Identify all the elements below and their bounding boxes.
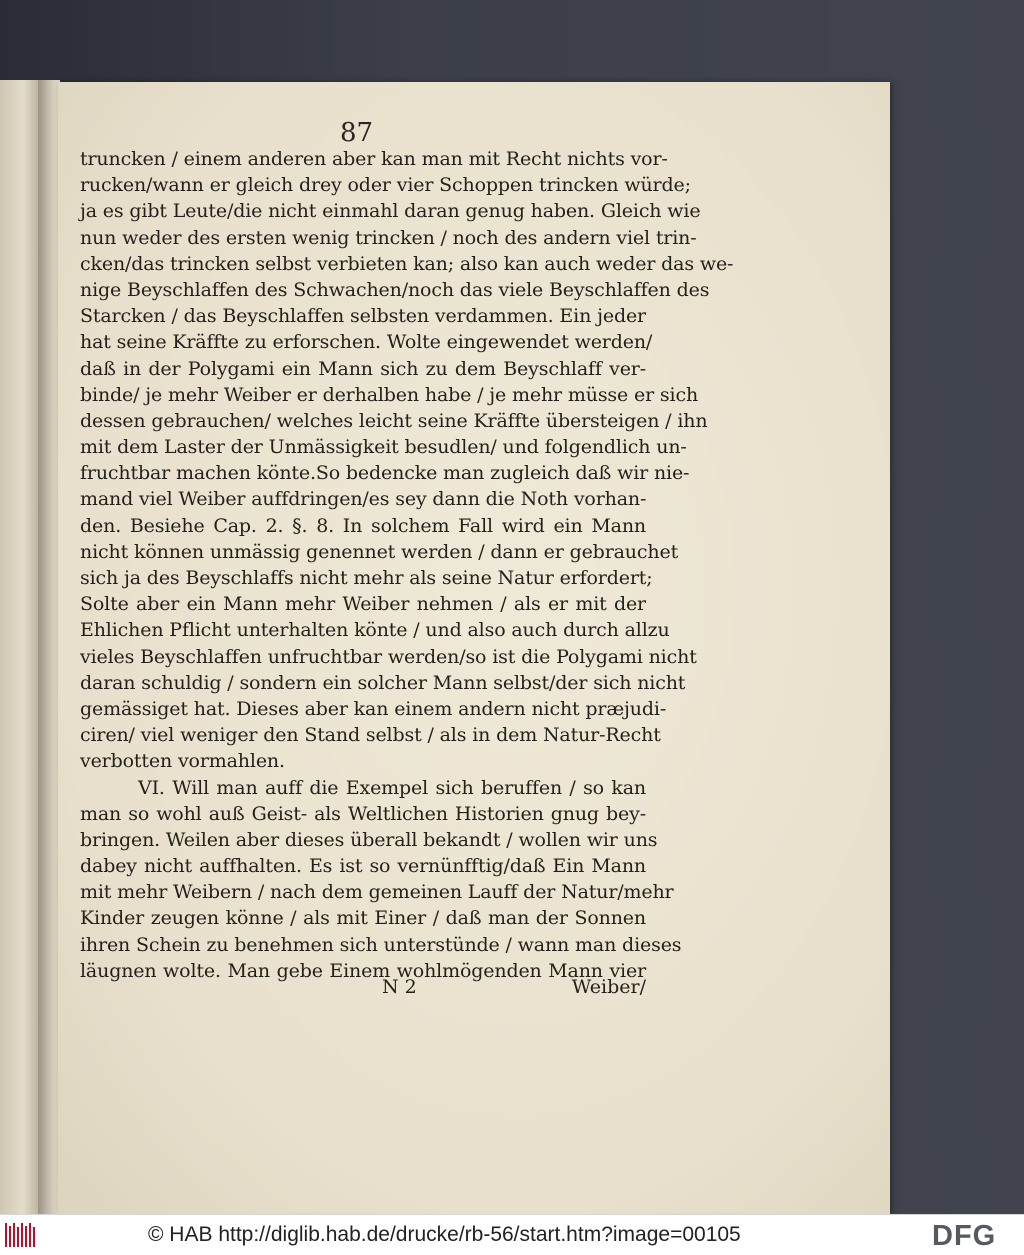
text-line: bringen. Weilen aber dieses überall bekandt / wollen wir uns [80, 828, 658, 851]
viewer-footer [0, 1214, 1024, 1255]
library-logo-icon [4, 1221, 38, 1249]
page-text [80, 146, 734, 984]
text-line: binde/ je mehr Weiber er derhalben habe / je mehr müsse er sich [80, 383, 699, 406]
text-line: dabey nicht auffhalten. Es ist so vernünfftig/daß Ein Mann [80, 855, 646, 878]
book-spine [38, 80, 60, 1214]
text-line: verbotten vormahlen. [80, 750, 285, 773]
text-line: nige Beyschlaffen des Schwachen/noch das viele Beyschlaffen des [80, 278, 710, 301]
text-line: fruchtbar machen könte.So bedencke man zugleich daß wir nie- [80, 462, 690, 485]
text-line: rucken/wann er gleich drey oder vier Schoppen trincken würde; [80, 174, 691, 197]
page-number: 87 [340, 118, 374, 148]
text-line: hat seine Kräffte zu erforschen. Wolte eingewendet werden/ [80, 331, 653, 354]
text-line: ciren/ viel weniger den Stand selbst / als in dem Natur-Recht [80, 724, 661, 747]
section-start-line: VI. Will man auff die Exempel sich beruffen / so kan [138, 776, 646, 799]
book-page [58, 82, 890, 1214]
text-line: truncken / einem anderen aber kan man mit Recht nichts vor- [80, 148, 668, 170]
text-line: ihren Schein zu benehmen sich unterstünde / wann man dieses [80, 933, 682, 956]
facing-page-edge [0, 80, 38, 1214]
dfg-logo-icon: DFG [932, 1220, 997, 1252]
text-line: Starcken / das Beyschlaffen selbsten verdammen. Ein jeder [80, 305, 646, 328]
text-line: Ehlichen Pflicht unterhalten könte / und also auch durch allzu [80, 619, 670, 642]
text-line: sich ja des Beyschlaffs nicht mehr als seine Natur erfordert; [80, 567, 653, 589]
text-line: cken/das trincken selbst verbieten kan; also kan auch weder das we- [80, 252, 734, 275]
text-line: gemässiget hat. Dieses aber kan einem andern nicht præjudi- [80, 697, 667, 720]
copyright-link[interactable]: © HAB http://diglib.hab.de/drucke/rb-56/start.htm?image=00105 [148, 1223, 741, 1246]
text-line: ja es gibt Leute/die nicht einmahl daran genug haben. Gleich wie [80, 200, 701, 223]
text-line: dessen gebrauchen/ welches leicht seine Kräffte übersteigen / ihn [80, 409, 708, 432]
catchword: Weiber/ [571, 976, 646, 998]
text-line: mand viel Weiber auffdringen/es sey dann die Noth vorhan- [80, 488, 647, 511]
signature-mark: N 2 [382, 976, 417, 998]
text-line: man so wohl auß Geist- als Weltlichen Historien gnug bey- [80, 802, 646, 825]
text-line: nicht können unmässig genennet werden / dann er gebrauchet [80, 540, 679, 563]
text-line: läugnen wolte. Man gebe Einem wohlmögenden Mann vier [80, 959, 646, 982]
text-line: nun weder des ersten wenig trincken / noch des andern viel trin- [80, 226, 697, 249]
text-line: den. Besiehe Cap. 2. §. 8. In solchem Fall wird ein Mann [80, 514, 646, 537]
text-line: Kinder zeugen könne / als mit Einer / daß man der Sonnen [80, 907, 646, 930]
text-line: daß in der Polygami ein Mann sich zu dem Beyschlaff ver- [80, 357, 646, 380]
text-line: vieles Beyschlaffen unfruchtbar werden/so ist die Polygami nicht [80, 645, 697, 668]
text-line: mit mehr Weibern / nach dem gemeinen Lauff der Natur/mehr [80, 881, 674, 904]
text-line: Solte aber ein Mann mehr Weiber nehmen / als er mit der [80, 593, 646, 616]
page-footer [80, 976, 646, 1002]
text-line: daran schuldig / sondern ein solcher Mann selbst/der sich nicht [80, 671, 686, 694]
text-line: mit dem Laster der Unmässigkeit besudlen/ und folgendlich un- [80, 436, 687, 459]
